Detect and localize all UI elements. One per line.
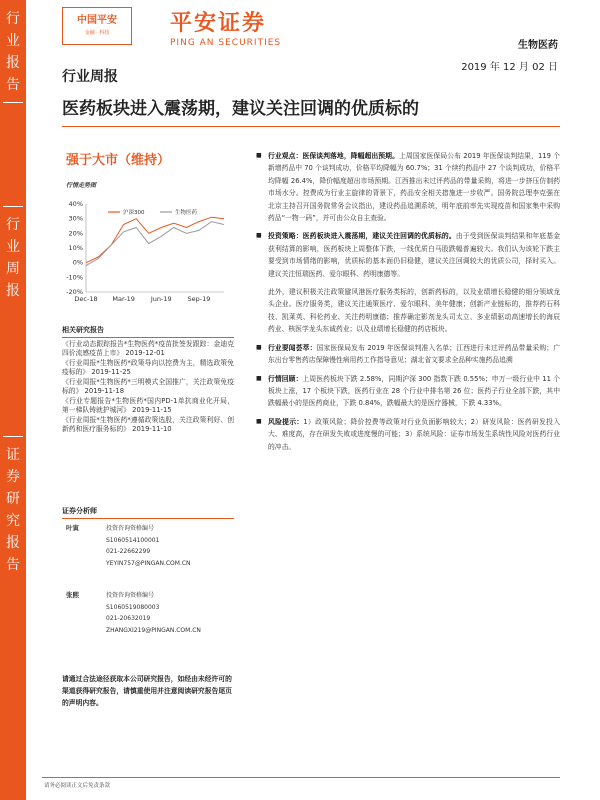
square-bullet-icon: ■ [256, 417, 262, 425]
analyst-card [62, 590, 234, 636]
square-bullet-icon: ■ [256, 152, 262, 159]
x-tick-label: Dec-18 [74, 295, 98, 303]
related-report-item[interactable]: 《行业周报*生物医药*遵循政策选股，关注政策利好、创新药和医疗服务标的》 2019-11-10 [62, 416, 234, 433]
y-tick-label: 40% [68, 200, 83, 208]
ping-an-group-logo: 中国平安 金融 · 科技 [62, 7, 132, 45]
y-tick-label: 10% [68, 244, 83, 252]
strategy-paragraph: ■ 投资策略：医药板块进入震荡期，建议关注回调的优质标的。由于受到医保谈判结果和年底基金获利结算的影响，医药板块上周整体下跌，一线优质白马股跌幅普遍较大。我们认为该轮下跌主要受到市场情绪的影响，优质标的基本面仍旧稳健，建议关注回调较大的优质公司，择时买入。建议关注恒瑞医药、爱尔眼科、药明康德等。 [256, 232, 561, 278]
analyst-email[interactable]: YEYIN757@PINGAN.COM.CN [106, 559, 191, 567]
industry-view-paragraph: ■ 行业观点：医保谈判落地，降幅超出预期。上周国家医保局公布 2019 年医保谈判结果，119 个新增药品中 70 个谈判成功，价格平均降幅为 60.7%；31 个续约药品中 27 个谈判成功，价格平均降幅 26.4%，降价幅度超出市场预期。江西推出未过评药品的带量采购，将进一步挤压仿制药市场水分。控费成为行业主旋律的背景下，药品安全相关措施进一步收严。国务院总理李克强在北京主持召开国务院常务会议指出，建设药品追溯系统，明年底前率先实现疫苗和国家集中采购药品“一物一码”，并可由公众自主查验。 [256, 152, 560, 223]
report-date: 2019 年 12 月 02 日 [461, 62, 558, 73]
sidebar-label-report: 行 业 报 告 [6, 11, 20, 93]
analyst-id: S1060514100001 [106, 536, 160, 544]
square-bullet-icon: ■ [256, 374, 262, 382]
analyst-phone: 021-20632019 [106, 615, 151, 622]
square-bullet-icon: ■ [256, 343, 262, 351]
disclaimer-note: 请通过合法途径获取本公司研究报告，如经由未经许可的渠道获得研究报告，请慎重使用并注意阅读研究报告尾页的声明内容。 [62, 675, 232, 707]
main-content [254, 150, 560, 459]
related-report-item[interactable]: 《行业专题报告*生物医药*国内PD-1单抗商业化开局，第一梯队铸就护城河》 2019-11-15 [62, 397, 234, 414]
y-tick-label: 0% [72, 258, 83, 267]
footer-text: 请务必阅读正文后免责条款 [44, 783, 111, 789]
sidebar-divider [3, 102, 23, 103]
analyst-id: S1060519080003 [106, 603, 160, 611]
sidebar-label-research: 证 券 研 究 报 告 [6, 447, 20, 573]
series-line-biomed [86, 222, 224, 266]
ping-an-securities-logo: 平安证券 PING AN SECURITIES [170, 10, 282, 48]
chart-label: 行情走势图 [66, 182, 97, 189]
title-divider [62, 126, 560, 127]
y-tick-label: -10% [66, 273, 83, 282]
report-type: 行业周报 [62, 69, 118, 85]
x-tick-label: Mar-19 [112, 295, 135, 303]
analyst-name: 叶寅 [66, 524, 79, 532]
x-tick-label: Jun-19 [150, 295, 172, 303]
analyst-phone: 021-22662299 [106, 548, 151, 555]
square-bullet-icon: ■ [256, 232, 262, 240]
market-review-paragraph: ■ 行情回顾：上周医药板块下跌 2.58%，同期沪深 300 指数下跌 0.55%；申万一级行业中 11 个板块上涨，17 个板块下跌，医药行业在 28 个行业中排名第 26 位；医药子行业全部下跌，其中跌幅最小的是医药商业，下跌 0.84%，跌幅最大的是医疗器械，下跌 4.33%。 [256, 374, 560, 408]
y-tick-label: 20% [68, 229, 83, 238]
sidebar-divider [3, 436, 23, 437]
page-title: 医药板块进入震荡期，建议关注回调的优质标的 [62, 99, 419, 119]
risk-paragraph: ■ 风险提示：1）政策风险；降价控费等政策对行业负面影响较大；2）研发风险：医药研发投入大、难度高，存在研发失败或进度慢的可能；3）系统风险：证券市场发生系统性风险对医药行业的冲击。 [256, 417, 560, 451]
related-report-item[interactable]: 《行业周报*生物医药*政策导向以控费为主，精选政策免疫标的》 2019-11-25 [62, 359, 234, 376]
rating-label: 强于大市（维持） [66, 153, 171, 168]
analyst-role: 投资咨询资格编号 [106, 525, 155, 532]
industry-label: 生物医药 [518, 40, 558, 51]
sidebar-label-weekly: 行 业 周 报 [6, 217, 20, 299]
analyst-role: 投资咨询资格编号 [106, 592, 155, 599]
strategy-sub-paragraph: 此外，建议积极关注政策避风港医疗服务类标的，创新药标的，以及业绩增长稳健的细分领域龙头企业。医疗服务类，建议关注通策医疗、爱尔眼科、美年健康；创新产业链标的，推荐药石科技、凯莱英、科伦药业、关注药明康德；推荐确定影剂龙头司太立、多业绩驱动高速增长的海辰药业、核医学龙头东诚药业；以及业绩增长稳健的药店板块。 [268, 288, 560, 334]
legend-label: 生物医药 [175, 210, 198, 216]
y-tick-label: 30% [68, 214, 83, 223]
analyst-card [62, 523, 234, 569]
news-paragraph: ■ 行业要闻荟萃：国家医保局发布 2019 年医保谈判准入名单；江西进行未过评药品带量采购；广东出台零售药店保障慢性病用药工作指导意见；湖北省文要求全品种实施药品追溯 [256, 343, 561, 365]
related-report-item[interactable]: 《行业周报*生物医药*三明模式全国推广，关注政策免疫标的》 2019-11-18 [62, 378, 234, 395]
analyst-email[interactable]: ZHANGXI219@PINGAN.COM.CN [106, 626, 201, 634]
analyst-name: 张熙 [66, 591, 79, 599]
analysts-title: 证券分析师 [62, 506, 234, 519]
trend-chart [60, 198, 230, 310]
related-report-item[interactable]: 《行业动态跟踪报告*生物医药*疫苗批签发跟踪：金迪克四价流感疫苗上市》 2019-12-01 [62, 340, 234, 357]
related-reports-title: 相关研究报告 [62, 325, 234, 338]
sidebar [0, 0, 26, 800]
sidebar-divider [3, 206, 23, 207]
legend-label: 沪深300 [123, 210, 145, 216]
related-reports-list [62, 340, 234, 435]
y-tick-label: -20% [66, 288, 83, 296]
x-tick-label: Sep-19 [187, 295, 211, 303]
footer-divider [42, 777, 560, 778]
